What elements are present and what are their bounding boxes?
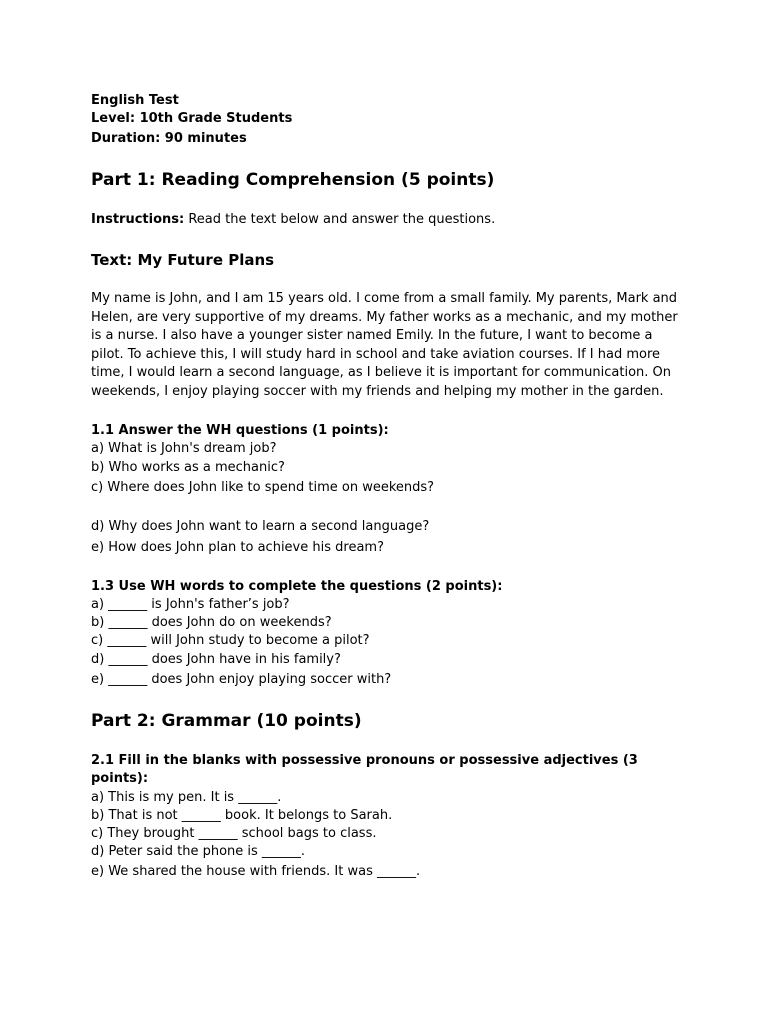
question-item: e) We shared the house with friends. It was ______.: [91, 863, 421, 879]
section-1-1-title: 1.1 Answer the WH questions (1 points):: [91, 422, 389, 438]
question-item: a) What is John's dream job?: [91, 440, 277, 456]
question-item: d) Why does John want to learn a second language?: [91, 518, 430, 534]
instructions-text: Read the text below and answer the questions.: [184, 212, 496, 227]
reading-passage: My name is John, and I am 15 years old. I come from a small family. My parents, Mark and Helen, are very supportive of my dreams. My father works as a mechanic, and my mother is a nurse. I also have a younger sister named Emily. In the future, I want to become a pilot. To achieve this, I will study hard in school and take aviation courses. If I had more time, I would learn a second language, as I believe it is important for communication. On weekends, I enjoy playing soccer with my friends and helping my mother in the garden.: [91, 291, 678, 399]
text-heading: Text: My Future Plans: [91, 251, 275, 269]
question-item: d) ______ does John have in his family?: [91, 651, 341, 667]
test-title: English Test: [91, 93, 179, 108]
test-level: Level: 10th Grade Students: [91, 111, 293, 126]
instructions-label: Instructions:: [91, 212, 185, 227]
question-item: c) They brought ______ school bags to class.: [91, 825, 377, 841]
section-1-3-title: 1.3 Use WH words to complete the questions (2 points):: [91, 578, 503, 594]
question-item: d) Peter said the phone is ______.: [91, 843, 306, 859]
test-duration: Duration: 90 minutes: [91, 131, 247, 146]
instructions: [91, 211, 691, 229]
question-item: c) Where does John like to spend time on weekends?: [91, 479, 435, 495]
question-item: a) ______ is John's father’s job?: [91, 596, 290, 612]
question-item: a) This is my pen. It is ______.: [91, 789, 282, 805]
question-item: e) ______ does John enjoy playing soccer with?: [91, 671, 392, 687]
question-item: c) ______ will John study to become a pilot?: [91, 632, 370, 648]
part2-heading: Part 2: Grammar (10 points): [91, 710, 362, 731]
question-item: b) Who works as a mechanic?: [91, 459, 285, 475]
part1-heading: Part 1: Reading Comprehension (5 points): [91, 170, 495, 190]
document-page: [91, 92, 691, 881]
question-item: e) How does John plan to achieve his dream?: [91, 539, 384, 555]
section-2-1-title: 2.1 Fill in the blanks with possessive pronouns or possessive adjectives (3 points):: [91, 752, 638, 787]
question-item: b) That is not ______ book. It belongs to Sarah.: [91, 807, 393, 823]
question-item: b) ______ does John do on weekends?: [91, 614, 332, 630]
